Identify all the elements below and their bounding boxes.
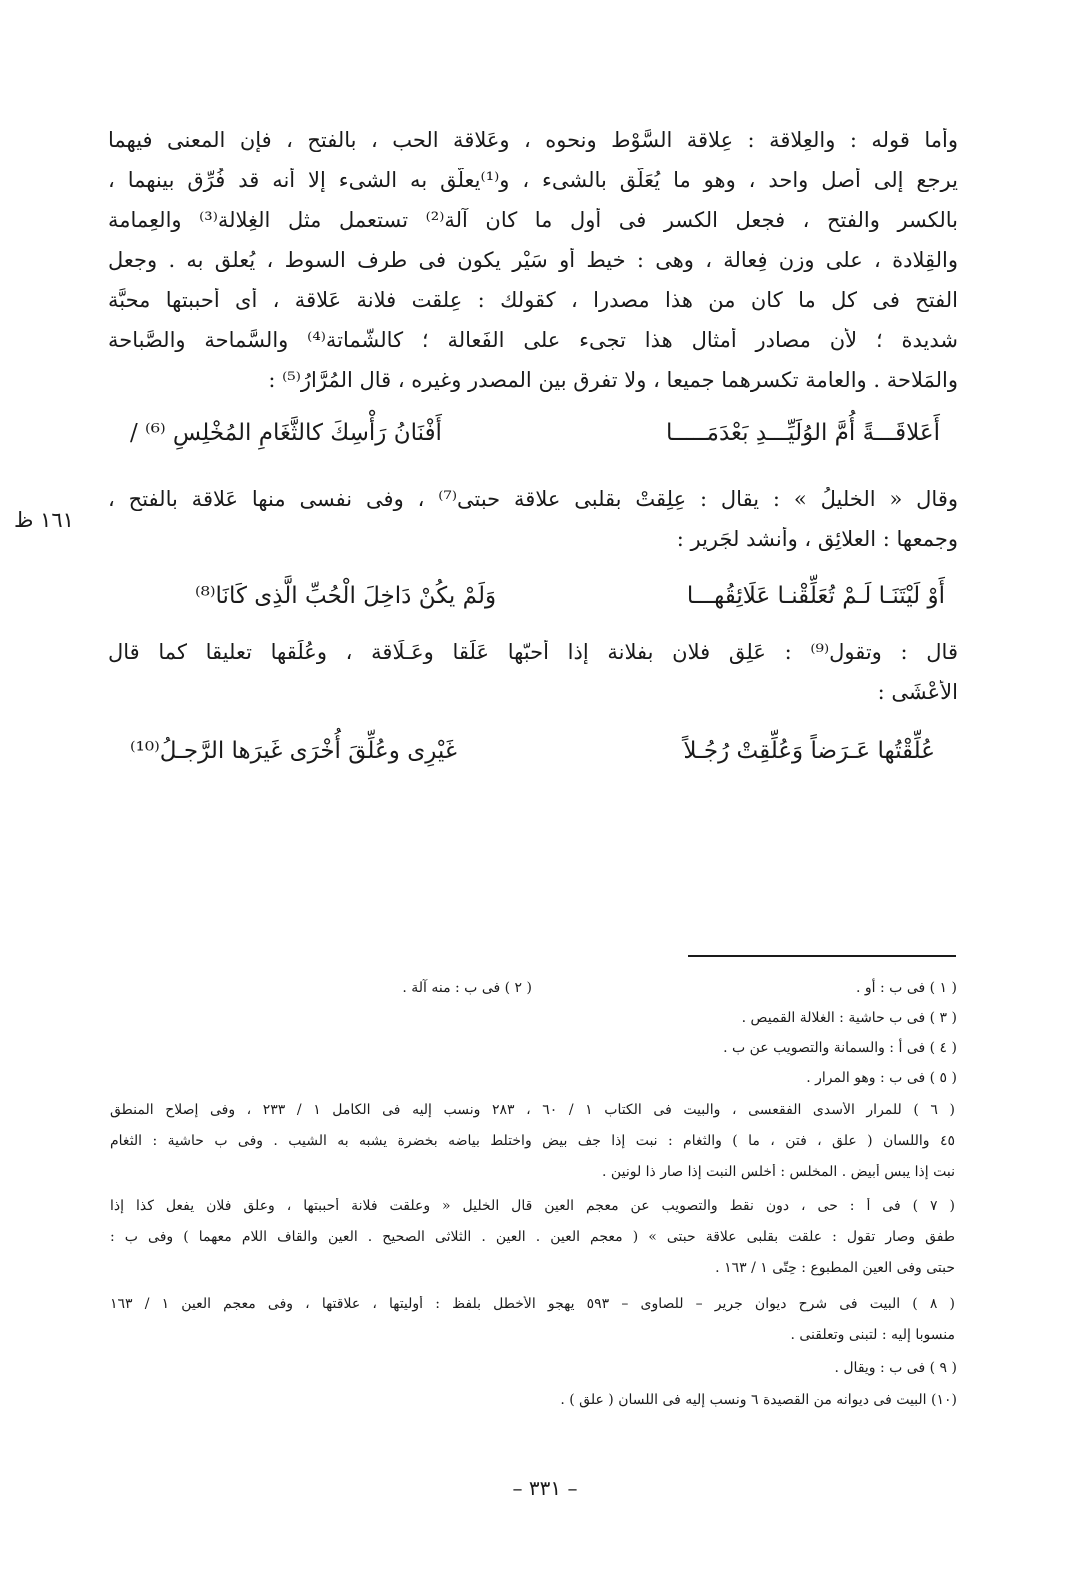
body-line-2: يرجع إلى أصل واحد ، وهو ما يُعَلّق بالشىء ، و⁽¹⁾يعلّق به الشىء إلا أنه قد فُرِّق بينهما ، <box>108 168 958 192</box>
footnote-6-line-1: ( ٦ ) للمرار الأسدى الفقعسى ، والبيت فى الكتاب ١ / ٦٠ ، ٢٨٣ ونسب إليه فى الكامل ١ / ٢٣٣ ، وفى إصلاح المنطق <box>110 1102 955 1118</box>
body3-line-2: الأَعْشَى : <box>877 680 958 704</box>
footnote-4: ( ٤ ) فى أ : والسمانة والتصويب عن ب . <box>723 1040 957 1056</box>
margin-folio-note: ١٦١ ظ <box>14 508 74 532</box>
footnote-3: ( ٣ ) فى ب حاشية : الغلالة القميص . <box>741 1010 957 1026</box>
verse-1-second-hemistich: أَفْنَانُ رَأْسِكَ كالثَّغَامِ المُخْلِسِ ⁽⁶⁾ / <box>130 420 442 446</box>
verse-3-first-hemistich: عُلِّقْتُها عَـرَضاً وَعُلِّقِتْ رُجُـلاً <box>683 738 935 764</box>
body-line-6: شديدة ؛ لأن مصادر أمثال هذا تجىء على الفَعالة ؛ كالشَّماتة⁽⁴⁾ والسَّماحة والصَّباحة <box>108 328 958 352</box>
footnote-6-line-3: نبت إذا يبس أبيض . المخلس : أخلس النبت إذا صار ذا لونين . <box>602 1164 955 1180</box>
footnote-7-line-3: حبتى وفى العين المطبوع : حِتّى ١ / ١٦٣ . <box>715 1260 955 1276</box>
body3-line-1: قال : وتقول⁽⁹⁾ : عَلِق فلان بفلانة إذا أحبّها عَلَقا وعَـلَاقة ، وعُلِّقها تعليقا كما قال <box>108 640 958 664</box>
footnote-8-line-2: منسوبا إليه : لتبنى وتعلقنى . <box>790 1327 955 1343</box>
footnote-9: ( ٩ ) فى ب : ويقال . <box>834 1360 957 1376</box>
page-number: – ٣٣١ – <box>512 1476 578 1500</box>
footnote-5: ( ٥ ) فى ب : وهو المرار . <box>806 1070 957 1086</box>
verse-2 <box>195 583 945 623</box>
body2-line-2: وجمعها : العلائِق ، وأنشد لجَرِيرٍ : <box>676 527 958 551</box>
verse-2-second-hemistich: وَلَمْ يكُنْ دَاخِلَ الْحُبِّ الَّذِى كَانَا⁽⁸⁾ <box>195 583 497 609</box>
body-line-5: الفتح فى كل ما كان من هذا مصدرا ، كقولك : عِلقت فلانة عَلاقة ، أى أحببتها محبَّة <box>108 288 958 312</box>
footnote-1: ( ١ ) فى ب : أو . <box>856 980 957 996</box>
verse-3 <box>130 738 935 778</box>
footnote-6-line-2: ٤٥ واللسان ( علق ، فتن ، ما ) والثغام : نبت إذا جف بيض واختلط بياضه بخضرة يشبه به الشيب . وفى ب حاشية : الثغام <box>110 1133 955 1149</box>
body2-line-1: وقال « الخليلُ » : يقال : عِلِقتْ بقلبى علاقة حبتى⁽⁷⁾ ، وفى نفسى منها عَلاقة بالفتح ، <box>108 487 958 511</box>
verse-1-first-hemistich: أَعَلاقَـــةً أُمَّ الوُلَيِّـــدِ بَعْدَمَـــــا <box>665 420 940 446</box>
verse-2-first-hemistich: أَوْ لَيْتَنَـا لَـمْ تُعَلِّقْنـا عَلَائِقُهـــا <box>686 583 945 609</box>
body-line-4: والقِلادة ، على وزن فِعالة ، وهى : خيط أو سَيْر يكون فى طرف السوط ، يُعلق به . وجعل <box>108 248 958 272</box>
body-line-1: وأما قوله : والعِلاقة : عِلاقة السَّوْط ونحوه ، وعَلاقة الحب ، بالفتح ، فإن المعنى فيهما <box>108 128 958 152</box>
verse-3-second-hemistich: غَيْرِى وعُلِّقَ أُخْرَى غَيرَها الرَّجـلُ⁽¹⁰⁾ <box>130 738 457 764</box>
footnote-separator <box>688 955 956 957</box>
footnote-2: ( ٢ ) فى ب : منه آلة . <box>402 980 532 996</box>
footnote-10: (١٠) البيت فى ديوانه من القصيدة ٦ ونسب إليه فى اللسان ( علق ) . <box>560 1392 957 1408</box>
footnote-8-line-1: ( ٨ ) البيت فى شرح ديوان جرير – للصاوى – ٥٩٣ يهجو الأخطل بلفظ : أوليتها ، علاقتها ، وفى معجم العين ١ / ١٦٣ <box>110 1296 955 1312</box>
body-line-3: بالكسر والفتح ، فجعل الكسر فى أول ما كان آلة⁽²⁾ تستعمل مثل الغِلالة⁽³⁾ والعِمامة <box>108 208 958 232</box>
footnote-7-line-2: طفق وصار تقول : علقت بقلبى علاقة حبتى » ( معجم العين . العين . الثلاثى الصحيح . العين والقاف اللام معهما ) وفى ب : <box>110 1229 955 1245</box>
footnote-7-line-1: ( ٧ ) فى أ : حى ، دون نقط والتصويب عن معجم العين قال الخليل « وعلقت فلانة أحببتها ، وعلق فلان يفعل كذا إذا <box>110 1198 955 1214</box>
verse-1 <box>130 420 940 460</box>
body-line-7: والمَلاحة . والعامة تكسرهما جميعا ، ولا تفرق بين المصدر وغيره ، قال المُرَّارُ⁽⁵⁾ : <box>268 368 958 392</box>
